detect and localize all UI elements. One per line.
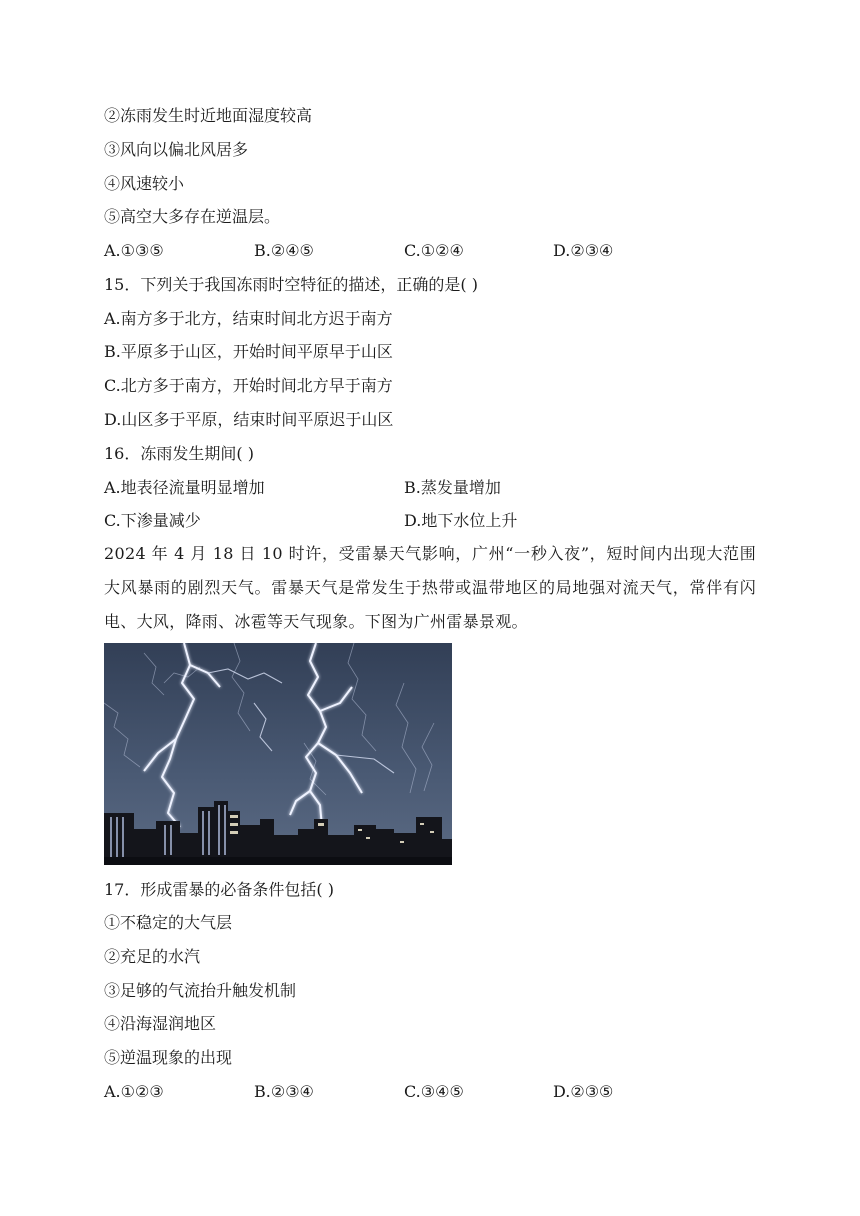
q15-option-a: A.南方多于北方，结束时间北方迟于南方	[104, 309, 393, 328]
q16-option-b: B.蒸发量增加	[404, 478, 501, 497]
q15-option-d: D.山区多于平原，结束时间平原迟于山区	[104, 410, 394, 429]
q14-item-5: ⑤高空大多存在逆温层。	[104, 207, 281, 226]
q16-option-a: A.地表径流量明显增加	[104, 478, 265, 497]
q14-option-d: D.②③④	[553, 241, 614, 260]
q17-option-c: C.③④⑤	[404, 1082, 464, 1101]
thunderstorm-photo	[104, 643, 452, 865]
q17-option-d: D.②③⑤	[553, 1082, 614, 1101]
q17-item-1: ①不稳定的大气层	[104, 913, 233, 932]
q17-stem: 17．形成雷暴的必备条件包括( )	[104, 880, 334, 899]
q16-stem: 16．冻雨发生期间( )	[104, 444, 254, 463]
q15-option-c: C.北方多于南方，开始时间北方早于南方	[104, 376, 393, 395]
q14-item-2: ②冻雨发生时近地面湿度较高	[104, 106, 313, 125]
q15-option-b: B.平原多于山区，开始时间平原早于山区	[104, 342, 393, 361]
q14-option-a: A.①③⑤	[104, 241, 164, 260]
q17-option-a: A.①②③	[104, 1082, 164, 1101]
q17-item-3: ③足够的气流抬升触发机制	[104, 981, 297, 1000]
q17-item-2: ②充足的水汽	[104, 947, 201, 966]
passage-text: 2024 年 4 月 18 日 10 时许，受雷暴天气影响，广州“一秒入夜”，短时间内出现大范围大风暴雨的剧烈天气。雷暴天气是常发生于热带或温带地区的局地强对流天气，常伴有闪电、大风，降雨、冰雹等天气现象。下图为广州雷暴景观。	[104, 544, 756, 631]
q17-item-5: ⑤逆温现象的出现	[104, 1048, 233, 1067]
q17-item-4: ④沿海湿润地区	[104, 1014, 217, 1033]
q15-stem: 15．下列关于我国冻雨时空特征的描述，正确的是( )	[104, 275, 478, 294]
q16-option-d: D.地下水位上升	[404, 511, 518, 530]
q14-item-3: ③风向以偏北风居多	[104, 140, 249, 159]
q14-option-b: B.②④⑤	[254, 241, 314, 260]
q14-option-c: C.①②④	[404, 241, 464, 260]
q17-option-b: B.②③④	[254, 1082, 314, 1101]
q16-option-c: C.下渗量减少	[104, 511, 201, 530]
q14-item-4: ④风速较小	[104, 174, 185, 193]
